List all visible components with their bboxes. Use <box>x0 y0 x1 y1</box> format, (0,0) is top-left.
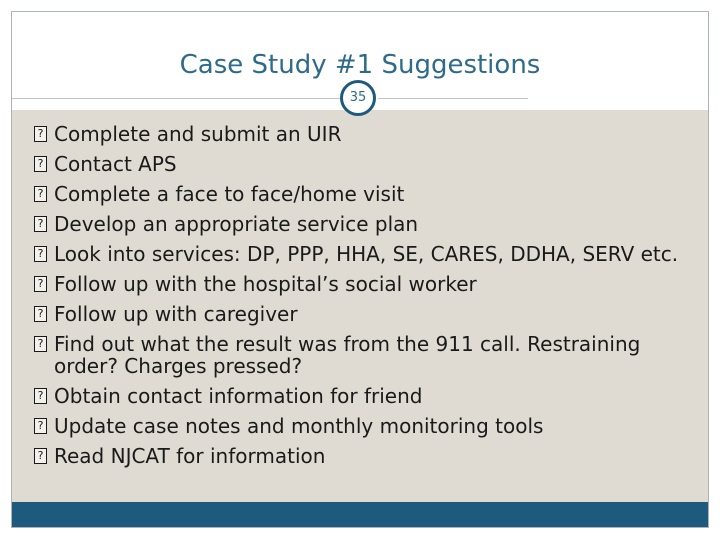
divider-right <box>378 98 528 99</box>
missing-glyph-box-icon <box>34 418 47 434</box>
bullet-text: Update case notes and monthly monitoring tools <box>54 414 544 438</box>
list-item <box>34 153 694 175</box>
missing-glyph-box-icon <box>34 306 47 322</box>
bullet-text: Read NJCAT for information <box>54 444 326 468</box>
list-item <box>34 213 694 235</box>
missing-glyph-box-icon <box>34 126 47 142</box>
missing-glyph-box-icon <box>34 216 47 232</box>
missing-glyph-box-icon <box>34 448 47 464</box>
missing-glyph-box-icon <box>34 336 47 352</box>
list-item <box>34 385 694 407</box>
list-item <box>34 303 694 325</box>
divider-left <box>12 98 342 99</box>
missing-glyph-box-icon <box>34 186 47 202</box>
missing-glyph-box-icon <box>34 246 47 262</box>
bullet-text: Obtain contact information for friend <box>54 384 423 408</box>
list-item <box>34 123 694 145</box>
bullet-text: Complete and submit an UIR <box>54 122 342 146</box>
bullet-text: Follow up with the hospital’s social worker <box>54 272 477 296</box>
missing-glyph-box-icon <box>34 156 47 172</box>
bullet-text: Complete a face to face/home visit <box>54 182 405 206</box>
bullet-text: Contact APS <box>54 152 177 176</box>
bullet-text: Find out what the result was from the 911 call. Restraining order? Charges pressed? <box>54 332 641 378</box>
missing-glyph-box-icon <box>34 276 47 292</box>
list-item <box>34 445 694 467</box>
list-item <box>34 273 694 295</box>
slide-title: Case Study #1 Suggestions <box>179 50 541 80</box>
bullet-text: Follow up with caregiver <box>54 302 298 326</box>
page-number-badge: 35 <box>340 80 376 116</box>
list-item <box>34 415 694 437</box>
list-item <box>34 243 694 265</box>
bullet-text: Develop an appropriate service plan <box>54 212 419 236</box>
missing-glyph-box-icon <box>34 388 47 404</box>
list-item <box>34 183 694 205</box>
footer-accent-bar <box>12 502 708 527</box>
bullet-text: Look into services: DP, PPP, HHA, SE, CARES, DDHA, SERV etc. <box>54 242 679 266</box>
bullet-list <box>34 123 694 475</box>
list-item <box>34 333 694 377</box>
